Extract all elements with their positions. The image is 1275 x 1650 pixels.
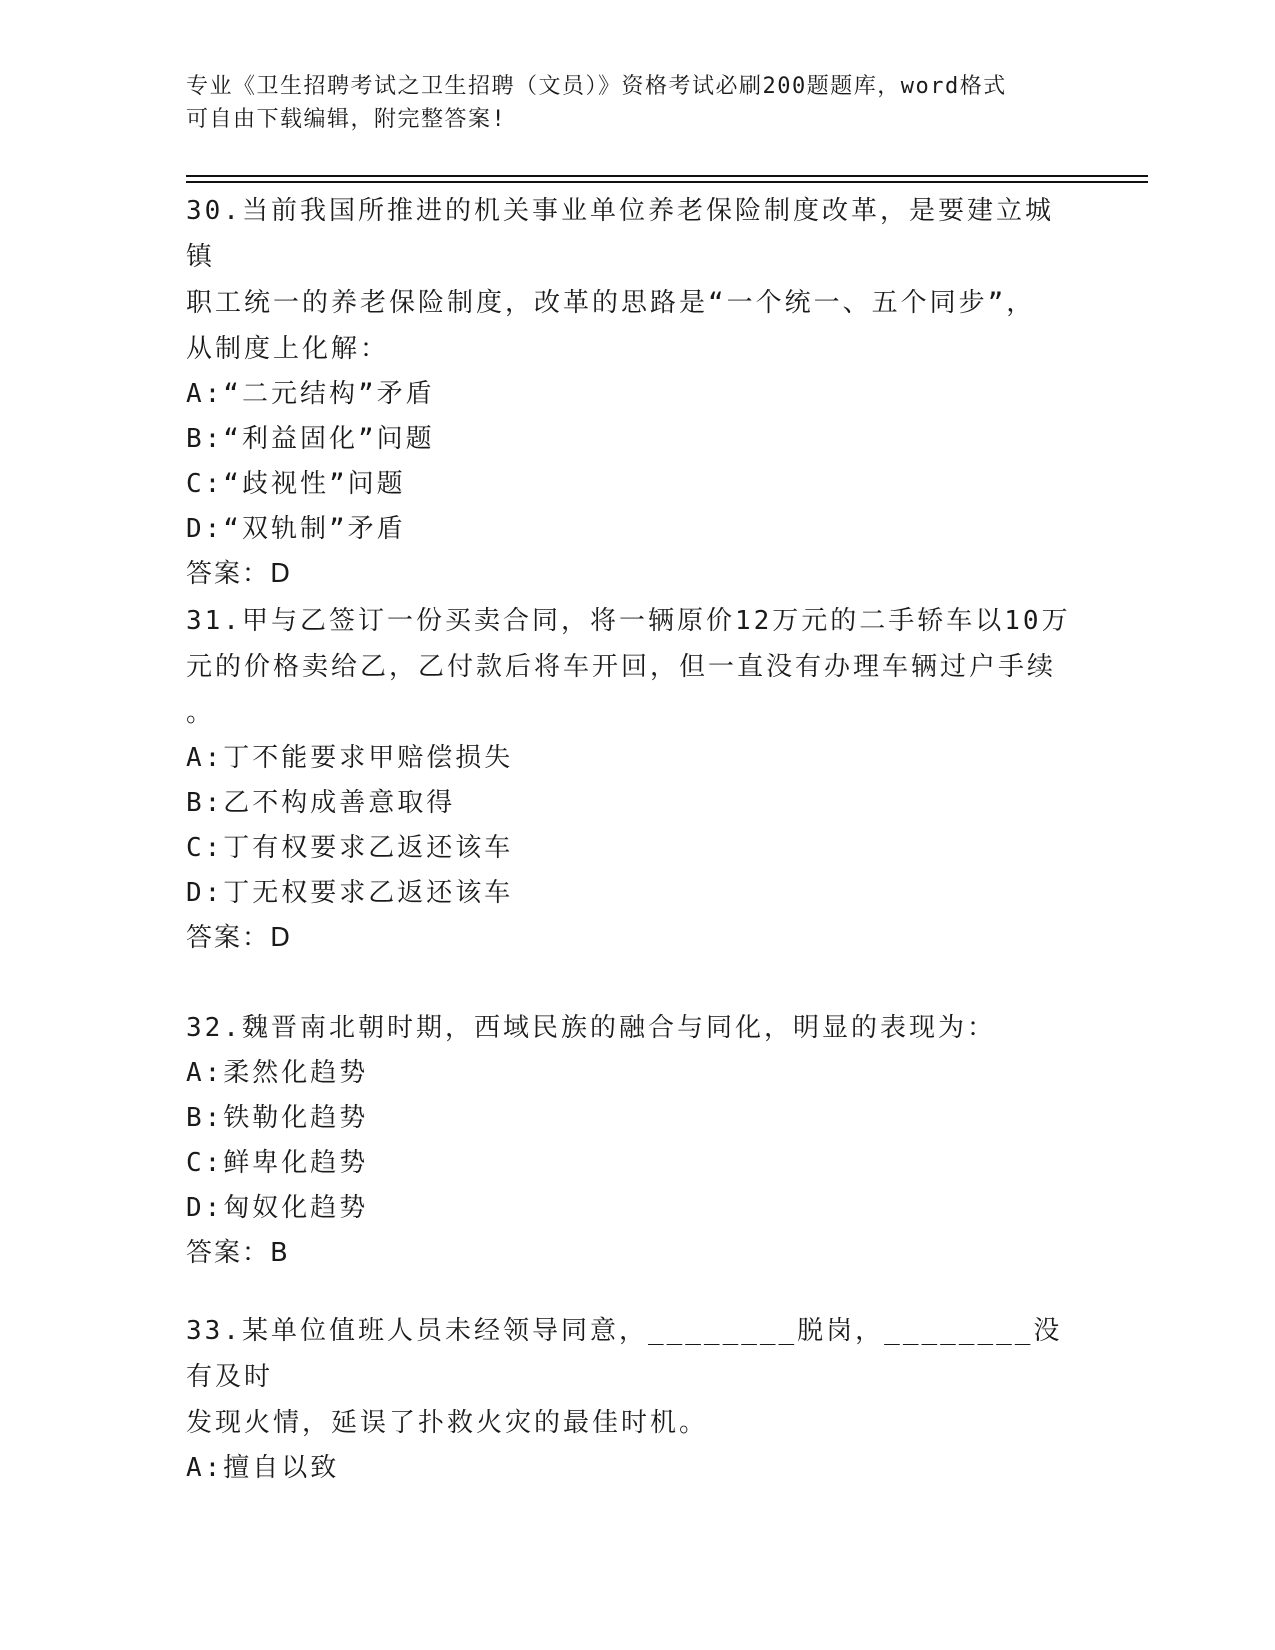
question-stem	[186, 188, 1076, 372]
question-stem	[186, 1005, 1076, 1051]
question-33	[186, 1308, 1076, 1491]
option-a: A:擅自以致	[186, 1453, 340, 1483]
stem-line: 。	[186, 698, 216, 728]
document-header	[186, 70, 1066, 136]
stem-line: 发现火情，延误了扑救火灾的最佳时机。	[186, 1408, 709, 1438]
stem-line: 从制度上化解：	[186, 334, 390, 364]
option-a: A:“二元结构”矛盾	[186, 379, 435, 409]
header-divider-bottom	[186, 181, 1148, 183]
question-31	[186, 598, 1076, 961]
option-a: A:柔然化趋势	[186, 1058, 369, 1088]
option-c: C:鲜卑化趋势	[186, 1148, 369, 1178]
option-c: C:“歧视性”问题	[186, 469, 406, 499]
question-stem	[186, 1308, 1076, 1446]
option-b: B:乙不构成善意取得	[186, 788, 456, 818]
stem-line: 30.当前我国所推进的机关事业单位养老保险制度改革，是要建立城镇	[186, 196, 1054, 272]
stem-line: 元的价格卖给乙，乙付款后将车开回，但一直没有办理车辆过户手续	[186, 652, 1057, 682]
question-stem	[186, 598, 1076, 736]
stem-line: 33.某单位值班人员未经领导同意，________脱岗，________没有及时	[186, 1316, 1063, 1392]
stem-line: 32.魏晋南北朝时期，西域民族的融合与同化，明显的表现为：	[186, 1013, 996, 1043]
question-30	[186, 188, 1076, 597]
answer-line: 答案：D	[186, 559, 293, 589]
option-a: A:丁不能要求甲赔偿损失	[186, 743, 514, 773]
header-line-2: 可自由下载编辑，附完整答案!	[186, 107, 507, 132]
option-b: B:“利益固化”问题	[186, 424, 435, 454]
header-line-1: 专业《卫生招聘考试之卫生招聘（文员）》资格考试必刷200题题库，word格式	[186, 74, 1007, 99]
stem-line: 31.甲与乙签订一份买卖合同，将一辆原价12万元的二手轿车以10万	[186, 606, 1071, 636]
stem-line: 职工统一的养老保险制度，改革的思路是“一个统一、五个同步”，	[186, 288, 1036, 318]
question-32	[186, 1005, 1076, 1276]
option-b: B:铁勒化趋势	[186, 1103, 369, 1133]
answer-line: 答案：D	[186, 923, 293, 953]
answer-line: 答案：B	[186, 1238, 290, 1268]
option-d: D:“双轨制”矛盾	[186, 514, 406, 544]
option-c: C:丁有权要求乙返还该车	[186, 833, 514, 863]
option-d: D:匈奴化趋势	[186, 1193, 369, 1223]
option-d: D:丁无权要求乙返还该车	[186, 878, 514, 908]
header-divider-top	[186, 175, 1148, 177]
